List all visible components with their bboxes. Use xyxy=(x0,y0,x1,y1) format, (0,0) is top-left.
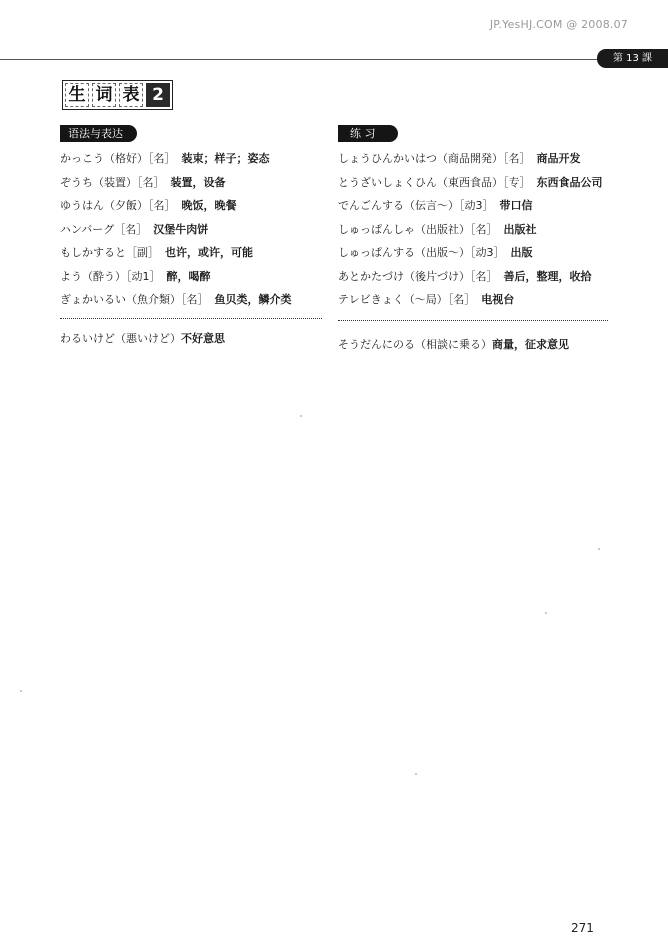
section-label-grammar: 语法与表达 xyxy=(60,125,137,142)
scan-speck xyxy=(545,612,547,614)
entry-reading: ゆうはん（夕飯）［名］ xyxy=(60,199,176,212)
entry-reading: あとかたづけ（後片づけ）［名］ xyxy=(338,269,498,283)
vocab-entry xyxy=(338,288,608,312)
vocab-entry-extra xyxy=(60,327,322,351)
scan-speck xyxy=(598,548,600,550)
entry-meaning: 带口信 xyxy=(499,199,533,212)
scan-speck xyxy=(20,690,22,692)
vocab-entry xyxy=(338,194,608,218)
lesson-tab: 第 13 課 xyxy=(597,49,668,68)
vocab-entry xyxy=(60,265,322,289)
entry-meaning: 汉堡牛肉饼 xyxy=(153,222,209,236)
vocab-title xyxy=(62,80,173,110)
vocab-entry xyxy=(60,171,322,195)
entry-reading: しゅっぱんしゃ（出版社）［名］ xyxy=(338,222,498,236)
entry-meaning: 不好意思 xyxy=(181,331,225,345)
entry-reading: わるいけど（悪いけど） xyxy=(60,331,181,345)
vocab-entry xyxy=(338,241,608,265)
entry-reading: ぞうち（装置）［名］ xyxy=(60,175,165,189)
entry-reading: よう（酔う）［动1］ xyxy=(60,269,161,283)
entry-meaning: 出版 xyxy=(510,246,533,259)
entry-reading: ぎょかいるい（魚介類）［名］ xyxy=(60,293,209,306)
vocab-entry xyxy=(60,147,322,171)
entry-meaning: 商量，征求意见 xyxy=(492,337,569,351)
vocab-entry xyxy=(60,288,322,312)
section-label-practice: 练 习 xyxy=(338,125,398,142)
entry-reading: でんごんする（伝言〜）［动3］ xyxy=(338,199,494,212)
entry-reading: しょうひんかいはつ（商品開発）［名］ xyxy=(338,152,531,165)
dotted-divider xyxy=(60,318,322,319)
entry-reading: もしかすると［副］ xyxy=(60,246,159,259)
vocab-entry xyxy=(338,218,608,242)
scan-speck xyxy=(415,773,417,775)
scan-speck xyxy=(300,415,302,417)
entry-meaning: 善后，整理，收拾 xyxy=(503,269,592,283)
vocab-entry xyxy=(338,147,608,171)
vocab-entry xyxy=(60,218,322,242)
vocab-entry xyxy=(60,194,322,218)
entry-meaning: 装束；样子；姿态 xyxy=(181,152,270,165)
entry-reading: しゅっぱんする（出版〜）［动3］ xyxy=(338,246,505,259)
entry-meaning: 鱼贝类，鳞介类 xyxy=(214,293,292,306)
entry-meaning: 东西食品公司 xyxy=(536,175,603,189)
entry-reading: とうざいしょくひん（東西食品）［专］ xyxy=(338,175,531,189)
grammar-column xyxy=(60,122,322,350)
vocab-title-char: 表 xyxy=(119,83,143,107)
watermark: JP.YesHJ.COM @ 2008.07 xyxy=(489,18,628,31)
entry-meaning: 电视台 xyxy=(481,293,515,306)
vocab-title-char: 词 xyxy=(92,83,116,107)
entry-meaning: 醉，喝醉 xyxy=(166,269,211,283)
entry-reading: そうだんにのる（相談に乗る） xyxy=(338,337,492,351)
entry-reading: かっこう（格好）［名］ xyxy=(60,152,176,165)
entry-meaning: 商品开发 xyxy=(536,152,581,165)
vocab-entry-extra xyxy=(338,333,608,357)
vocab-entry xyxy=(338,171,608,195)
vocab-entry xyxy=(338,265,608,289)
vocab-title-char: 生 xyxy=(65,83,89,107)
entry-meaning: 装置，设备 xyxy=(170,175,226,189)
entry-meaning: 出版社 xyxy=(503,222,537,236)
entry-meaning: 晚饭，晚餐 xyxy=(181,199,237,212)
entry-meaning: 也许，或许，可能 xyxy=(165,246,253,259)
entry-reading: ハンバーグ［名］ xyxy=(60,222,148,236)
header-rule xyxy=(0,59,600,60)
practice-column xyxy=(338,122,608,356)
dotted-divider xyxy=(338,320,608,321)
entry-reading: テレビきょく（〜局）［名］ xyxy=(338,293,476,306)
vocab-entry xyxy=(60,241,322,265)
page-number: 271 xyxy=(571,921,594,935)
vocab-title-number: 2 xyxy=(146,83,170,107)
